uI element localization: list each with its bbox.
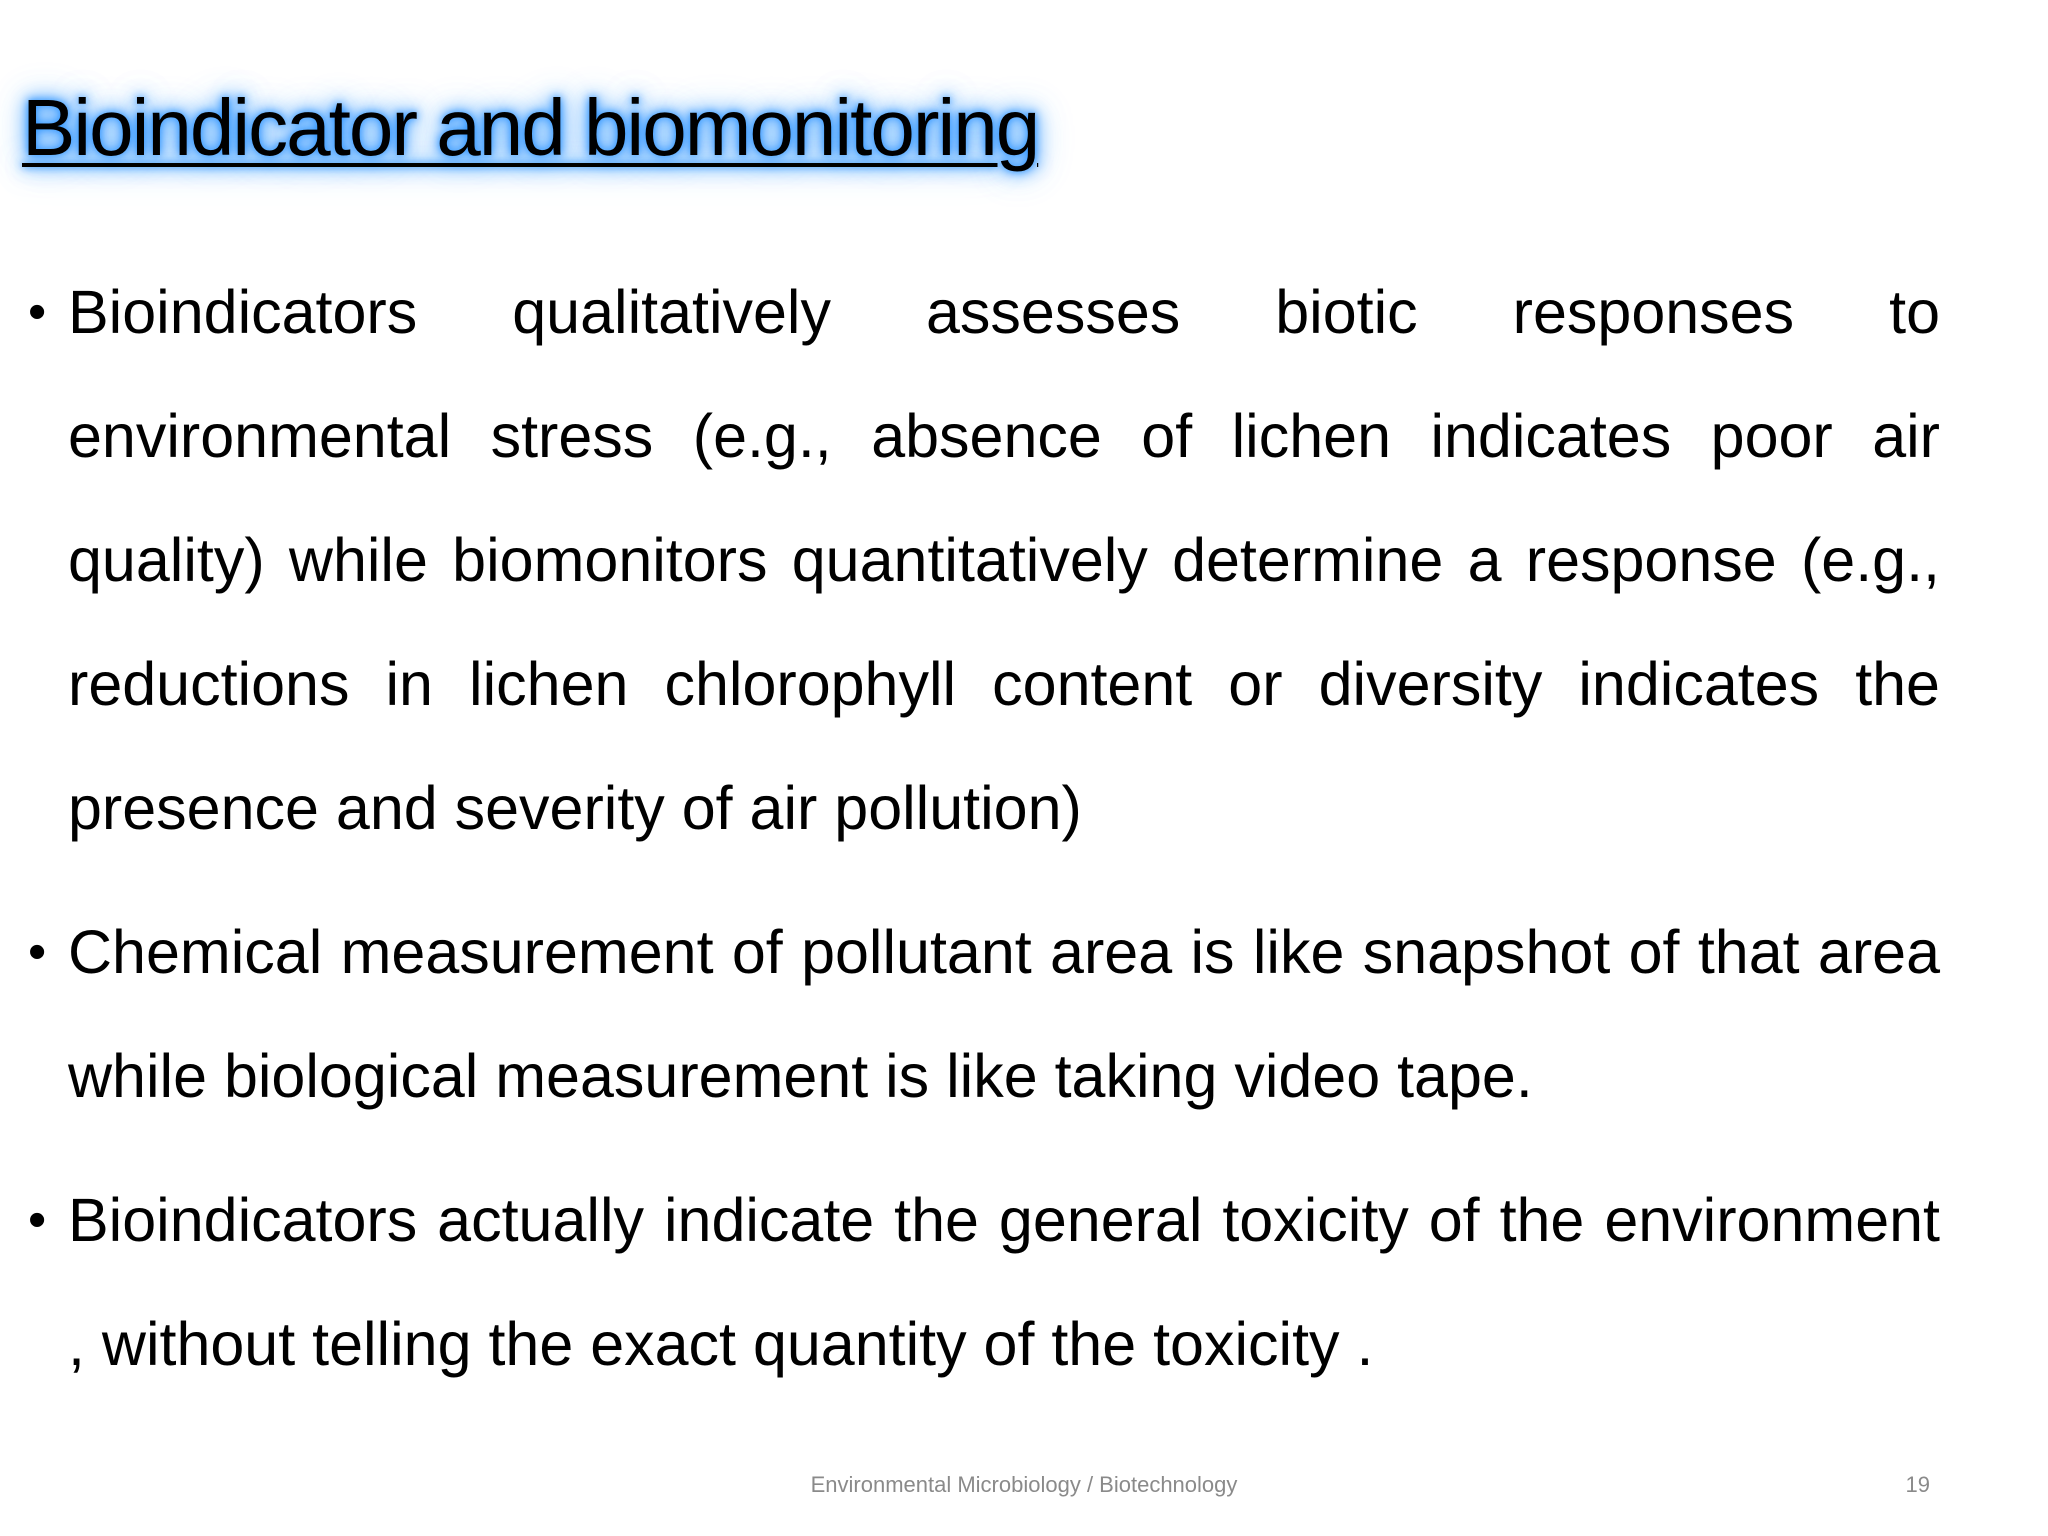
bullet-list (24, 250, 1940, 1426)
bullet-item-2 (24, 890, 1940, 1138)
bullet-item-1 (24, 250, 1940, 870)
slide-footer: Environmental Microbiology / Biotechnology (810, 1472, 1238, 1497)
slide-title: Bioindicator and biomonitoring (22, 83, 1039, 172)
bullet-text-2: Chemical measurement of pollutant area is like snapshot of that area while biological measurement is like taking video tape. (68, 918, 1940, 1110)
bullet-text-3: Bioindicators actually indicate the general toxicity of the environment , without telling the exact quantity of the toxicity . (68, 1186, 1940, 1378)
page-number: 19 (1905, 1472, 1930, 1497)
bullet-marker: • (28, 283, 47, 341)
bullet-marker: • (28, 923, 47, 981)
bullet-marker: • (28, 1191, 47, 1249)
bullet-item-3 (24, 1158, 1940, 1406)
bullet-text-1: Bioindicators qualitatively assesses biotic responses to environmental stress (e.g., absence of lichen indicates poor air quality) while biomonitors quantitatively determine a response (e.g., reductions in lichen chlorophyll content or diversity indicates the presence and severity of air pollution) (68, 278, 1940, 842)
